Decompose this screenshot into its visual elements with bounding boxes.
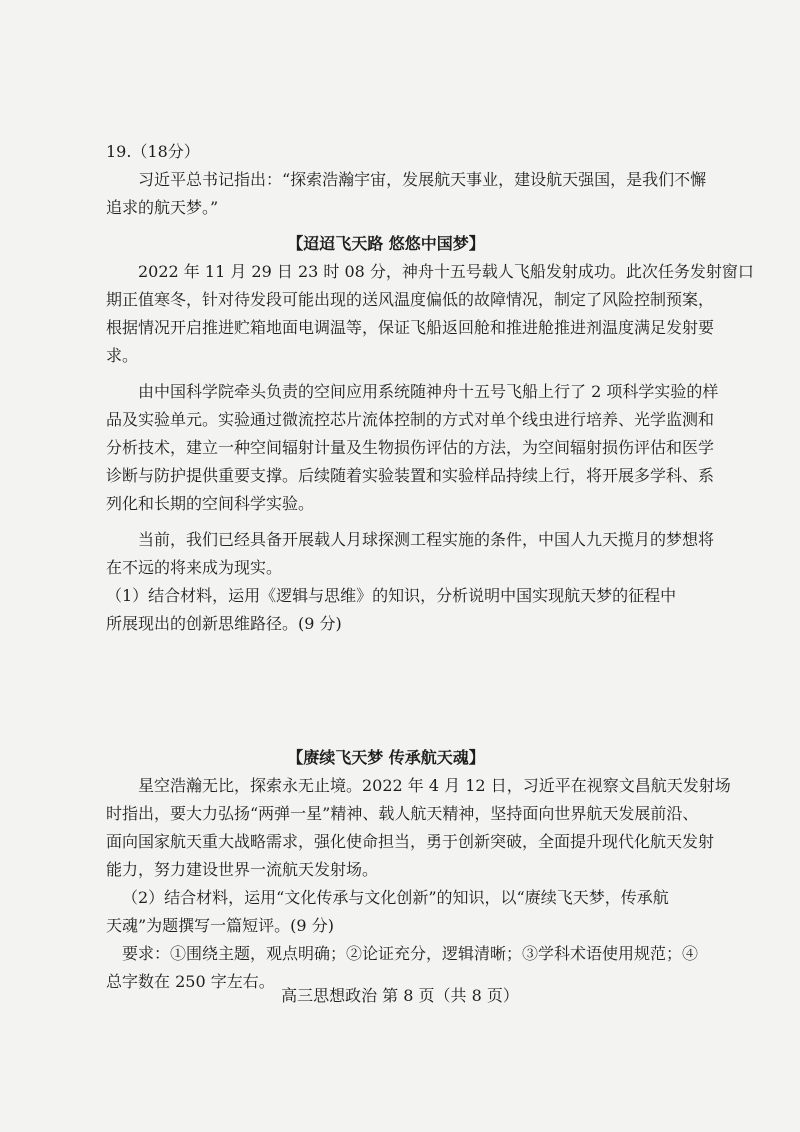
- text-line: 当前，我们已经具备开展载人月球探测工程实施的条件，中国人九天揽月的梦想将: [138, 530, 715, 549]
- text-line: 所展现出的创新思维路径。(9 分): [106, 614, 342, 633]
- text-line: 追求的航天梦。”: [106, 198, 219, 217]
- material-paragraph: [106, 258, 754, 370]
- text-line: 品及实验单元。实验通过微流控芯片流体控制的方式对单个线虫进行培养、光学监测和: [106, 410, 715, 429]
- text-line: 能力，努力建设世界一流航天发射场。: [106, 860, 379, 879]
- question-task: [106, 582, 677, 638]
- material-paragraph: [106, 772, 731, 884]
- text-line: 习近平总书记指出：“探索浩瀚宇宙，发展航天事业，建设航天强国，是我们不懈: [138, 170, 707, 189]
- text-line: 期正值寒冬，针对待发段可能出现的送风温度偏低的故障情况，制定了风险控制预案，: [106, 290, 715, 309]
- text-line: 诊断与防护提供重要支撑。后续随着实验装置和实验样品持续上行，将开展多学科、系: [106, 466, 715, 485]
- text-line: 在不远的将来成为现实。: [106, 558, 283, 577]
- section-title: 【迢迢飞天路 悠悠中国梦】: [287, 234, 485, 253]
- text-line: 时指出，要大力弘扬“两弹一星”精神、载人航天精神，坚持面向世界航天发展前沿、: [106, 804, 699, 823]
- spacer: [106, 518, 666, 526]
- section-title: 【赓续飞天梦 传承航天魂】: [287, 748, 485, 767]
- question-block: [106, 138, 754, 996]
- spacer: [106, 370, 666, 378]
- question-task: [106, 884, 669, 940]
- answer-space: [106, 638, 666, 736]
- material-paragraph: [106, 526, 715, 582]
- text-line: 由中国科学院牵头负责的空间应用系统随神舟十五号飞船上行了 2 项科学实验的样: [138, 382, 719, 401]
- text-line: 总字数在 250 字左右。: [106, 972, 275, 991]
- text-line: （1）结合材料，运用《逻辑与思维》的知识，分析说明中国实现航天梦的征程中: [106, 586, 677, 605]
- text-line: 面向国家航天重大战略需求，强化使命担当，勇于创新突破，全面提升现代化航天发射: [106, 832, 715, 851]
- text-line: 分析技术，建立一种空间辐射计量及生物损伤评估的方法，为空间辐射损伤评估和医学: [106, 438, 715, 457]
- text-line: 2022 年 11 月 29 日 23 时 08 分，神舟十五号载人飞船发射成功。此次任务发射窗口: [138, 262, 754, 281]
- text-line: 天魂”为题撰写一篇短评。(9 分): [106, 916, 334, 935]
- text-line: 星空浩瀚无比，探索永无止境。2022 年 4 月 12 日，习近平在视察文昌航天发射场: [138, 776, 731, 795]
- text-line: 列化和长期的空间科学实验。: [106, 494, 315, 513]
- text-line: （2）结合材料，运用“文化传承与文化创新”的知识，以“赓续飞天梦，传承航: [122, 888, 669, 907]
- page-footer: 高三思想政治 第 8 页（共 8 页）: [281, 986, 519, 1005]
- material-paragraph: [106, 378, 719, 518]
- question-number: 19.（18分）: [106, 142, 200, 161]
- text-line: 根据情况开启推进贮箱地面电调温等，保证飞船返回舱和推进舱推进剂温度满足发射要: [106, 318, 715, 337]
- question-intro: [106, 166, 707, 222]
- text-line: 要求：①围绕主题，观点明确；②论证充分，逻辑清晰；③学科术语使用规范；④: [122, 944, 699, 963]
- text-line: 求。: [106, 346, 139, 365]
